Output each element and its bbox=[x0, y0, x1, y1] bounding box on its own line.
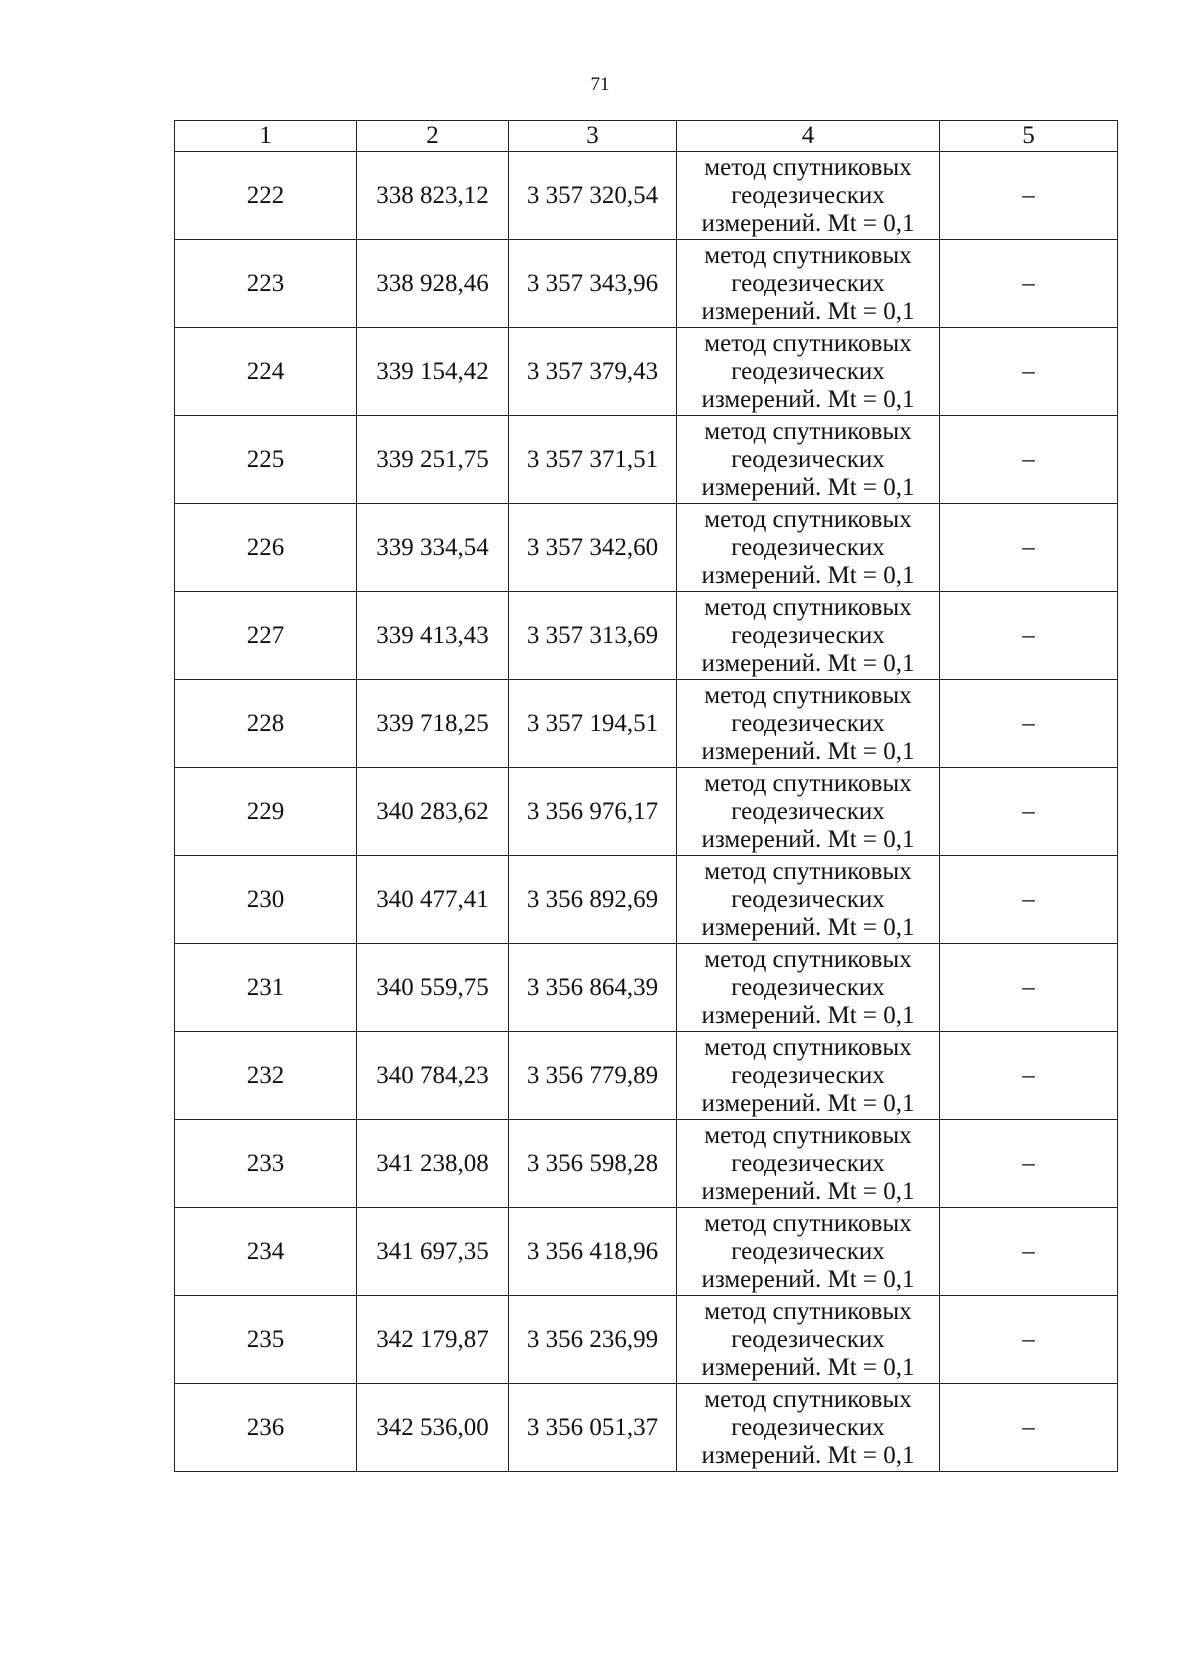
table-row bbox=[175, 1384, 1118, 1472]
point-number-cell: 232 bbox=[175, 1032, 357, 1120]
method-line: геодезических bbox=[731, 445, 885, 473]
table-row bbox=[175, 680, 1118, 768]
method-cell bbox=[677, 680, 940, 768]
method-line: метод спутниковых bbox=[704, 593, 912, 621]
x-coordinate-cell: 340 477,41 bbox=[357, 856, 509, 944]
method-cell bbox=[677, 592, 940, 680]
y-coordinate-cell: 3 356 779,89 bbox=[509, 1032, 677, 1120]
method-line: геодезических bbox=[731, 709, 885, 737]
method-line: метод спутниковых bbox=[704, 329, 912, 357]
column-header-5: 5 bbox=[940, 121, 1118, 152]
y-coordinate-cell: 3 356 864,39 bbox=[509, 944, 677, 1032]
method-cell bbox=[677, 152, 940, 240]
method-line: геодезических bbox=[731, 357, 885, 385]
table-row bbox=[175, 592, 1118, 680]
note-cell: – bbox=[940, 768, 1118, 856]
point-number-cell: 227 bbox=[175, 592, 357, 680]
method-line: измерений. Mt = 0,1 bbox=[701, 825, 915, 853]
x-coordinate-cell: 342 179,87 bbox=[357, 1296, 509, 1384]
method-cell bbox=[677, 1384, 940, 1472]
note-cell: – bbox=[940, 680, 1118, 768]
method-line: геодезических bbox=[731, 533, 885, 561]
method-line: измерений. Mt = 0,1 bbox=[701, 561, 915, 589]
x-coordinate-cell: 339 154,42 bbox=[357, 328, 509, 416]
method-line: геодезических bbox=[731, 1061, 885, 1089]
method-line: метод спутниковых bbox=[704, 153, 912, 181]
method-cell bbox=[677, 416, 940, 504]
note-cell: – bbox=[940, 152, 1118, 240]
y-coordinate-cell: 3 357 343,96 bbox=[509, 240, 677, 328]
column-header-3: 3 bbox=[509, 121, 677, 152]
coordinates-table bbox=[174, 120, 1118, 1472]
x-coordinate-cell: 339 251,75 bbox=[357, 416, 509, 504]
x-coordinate-cell: 342 536,00 bbox=[357, 1384, 509, 1472]
method-line: измерений. Mt = 0,1 bbox=[701, 209, 915, 237]
method-line: измерений. Mt = 0,1 bbox=[701, 649, 915, 677]
y-coordinate-cell: 3 357 194,51 bbox=[509, 680, 677, 768]
method-line: геодезических bbox=[731, 1237, 885, 1265]
table-row bbox=[175, 504, 1118, 592]
table-row bbox=[175, 152, 1118, 240]
point-number-cell: 235 bbox=[175, 1296, 357, 1384]
method-line: геодезических bbox=[731, 1149, 885, 1177]
note-cell: – bbox=[940, 416, 1118, 504]
note-cell: – bbox=[940, 592, 1118, 680]
y-coordinate-cell: 3 356 976,17 bbox=[509, 768, 677, 856]
method-line: геодезических bbox=[731, 181, 885, 209]
method-cell bbox=[677, 1032, 940, 1120]
method-line: измерений. Mt = 0,1 bbox=[701, 1089, 915, 1117]
page-number: 71 bbox=[590, 74, 610, 95]
x-coordinate-cell: 339 413,43 bbox=[357, 592, 509, 680]
y-coordinate-cell: 3 356 418,96 bbox=[509, 1208, 677, 1296]
x-coordinate-cell: 338 928,46 bbox=[357, 240, 509, 328]
y-coordinate-cell: 3 357 313,69 bbox=[509, 592, 677, 680]
method-line: метод спутниковых bbox=[704, 1121, 912, 1149]
note-cell: – bbox=[940, 328, 1118, 416]
method-line: метод спутниковых bbox=[704, 1209, 912, 1237]
method-line: метод спутниковых bbox=[704, 417, 912, 445]
table-row bbox=[175, 328, 1118, 416]
method-cell bbox=[677, 944, 940, 1032]
method-line: геодезических bbox=[731, 621, 885, 649]
note-cell: – bbox=[940, 1120, 1118, 1208]
note-cell: – bbox=[940, 1384, 1118, 1472]
x-coordinate-cell: 340 784,23 bbox=[357, 1032, 509, 1120]
x-coordinate-cell: 338 823,12 bbox=[357, 152, 509, 240]
method-cell bbox=[677, 768, 940, 856]
method-line: метод спутниковых bbox=[704, 505, 912, 533]
y-coordinate-cell: 3 356 236,99 bbox=[509, 1296, 677, 1384]
method-line: измерений. Mt = 0,1 bbox=[701, 1001, 915, 1029]
column-header-1: 1 bbox=[175, 121, 357, 152]
method-line: метод спутниковых bbox=[704, 857, 912, 885]
note-cell: – bbox=[940, 1296, 1118, 1384]
method-line: геодезических bbox=[731, 269, 885, 297]
method-line: геодезических bbox=[731, 797, 885, 825]
method-line: метод спутниковых bbox=[704, 945, 912, 973]
method-line: измерений. Mt = 0,1 bbox=[701, 1265, 915, 1293]
method-line: измерений. Mt = 0,1 bbox=[701, 737, 915, 765]
table-row bbox=[175, 944, 1118, 1032]
x-coordinate-cell: 341 697,35 bbox=[357, 1208, 509, 1296]
point-number-cell: 230 bbox=[175, 856, 357, 944]
point-number-cell: 236 bbox=[175, 1384, 357, 1472]
method-line: метод спутниковых bbox=[704, 1385, 912, 1413]
y-coordinate-cell: 3 357 320,54 bbox=[509, 152, 677, 240]
method-line: измерений. Mt = 0,1 bbox=[701, 473, 915, 501]
table-body bbox=[175, 152, 1118, 1472]
x-coordinate-cell: 339 718,25 bbox=[357, 680, 509, 768]
method-line: измерений. Mt = 0,1 bbox=[701, 385, 915, 413]
table-row bbox=[175, 1032, 1118, 1120]
method-line: измерений. Mt = 0,1 bbox=[701, 297, 915, 325]
point-number-cell: 233 bbox=[175, 1120, 357, 1208]
note-cell: – bbox=[940, 1208, 1118, 1296]
method-line: метод спутниковых bbox=[704, 241, 912, 269]
point-number-cell: 234 bbox=[175, 1208, 357, 1296]
method-line: геодезических bbox=[731, 885, 885, 913]
method-line: геодезических bbox=[731, 1325, 885, 1353]
note-cell: – bbox=[940, 504, 1118, 592]
x-coordinate-cell: 340 283,62 bbox=[357, 768, 509, 856]
y-coordinate-cell: 3 357 371,51 bbox=[509, 416, 677, 504]
note-cell: – bbox=[940, 944, 1118, 1032]
point-number-cell: 225 bbox=[175, 416, 357, 504]
x-coordinate-cell: 339 334,54 bbox=[357, 504, 509, 592]
point-number-cell: 229 bbox=[175, 768, 357, 856]
method-line: метод спутниковых bbox=[704, 1033, 912, 1061]
column-header-4: 4 bbox=[677, 121, 940, 152]
table-row bbox=[175, 768, 1118, 856]
method-line: метод спутниковых bbox=[704, 681, 912, 709]
y-coordinate-cell: 3 356 598,28 bbox=[509, 1120, 677, 1208]
point-number-cell: 228 bbox=[175, 680, 357, 768]
method-cell bbox=[677, 240, 940, 328]
note-cell: – bbox=[940, 240, 1118, 328]
method-line: метод спутниковых bbox=[704, 769, 912, 797]
y-coordinate-cell: 3 356 051,37 bbox=[509, 1384, 677, 1472]
method-cell bbox=[677, 504, 940, 592]
point-number-cell: 223 bbox=[175, 240, 357, 328]
y-coordinate-cell: 3 356 892,69 bbox=[509, 856, 677, 944]
point-number-cell: 222 bbox=[175, 152, 357, 240]
table-row bbox=[175, 416, 1118, 504]
note-cell: – bbox=[940, 856, 1118, 944]
x-coordinate-cell: 341 238,08 bbox=[357, 1120, 509, 1208]
method-line: геодезических bbox=[731, 1413, 885, 1441]
table-row bbox=[175, 856, 1118, 944]
point-number-cell: 226 bbox=[175, 504, 357, 592]
table-row bbox=[175, 240, 1118, 328]
y-coordinate-cell: 3 357 342,60 bbox=[509, 504, 677, 592]
table-row bbox=[175, 1208, 1118, 1296]
method-line: метод спутниковых bbox=[704, 1297, 912, 1325]
table-row bbox=[175, 1120, 1118, 1208]
column-header-2: 2 bbox=[357, 121, 509, 152]
x-coordinate-cell: 340 559,75 bbox=[357, 944, 509, 1032]
method-cell bbox=[677, 1120, 940, 1208]
method-line: измерений. Mt = 0,1 bbox=[701, 913, 915, 941]
method-cell bbox=[677, 856, 940, 944]
method-cell bbox=[677, 1296, 940, 1384]
table-row bbox=[175, 1296, 1118, 1384]
method-line: измерений. Mt = 0,1 bbox=[701, 1177, 915, 1205]
header-row bbox=[175, 121, 1118, 152]
method-cell bbox=[677, 328, 940, 416]
point-number-cell: 224 bbox=[175, 328, 357, 416]
method-line: измерений. Mt = 0,1 bbox=[701, 1353, 915, 1381]
note-cell: – bbox=[940, 1032, 1118, 1120]
method-line: измерений. Mt = 0,1 bbox=[701, 1441, 915, 1469]
method-cell bbox=[677, 1208, 940, 1296]
y-coordinate-cell: 3 357 379,43 bbox=[509, 328, 677, 416]
method-line: геодезических bbox=[731, 973, 885, 1001]
point-number-cell: 231 bbox=[175, 944, 357, 1032]
